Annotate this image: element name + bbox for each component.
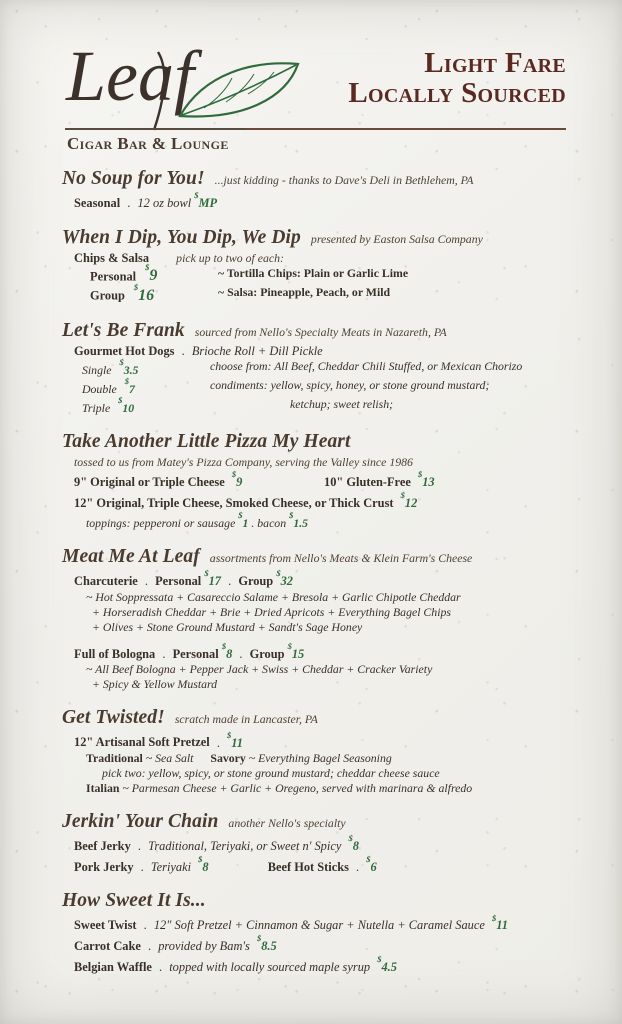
flavor-desc-3: ~ Parmesan Cheese + Garlic + Oregeno, served with marinara & alfredo bbox=[122, 781, 473, 796]
section-heading bbox=[62, 811, 564, 833]
section-title: No Soup for You! bbox=[62, 168, 205, 189]
section-jerky bbox=[62, 811, 564, 875]
item-desc: provided by Bam's bbox=[158, 939, 250, 954]
item-separator: . bbox=[144, 574, 148, 589]
group-note: pick up to two of each: bbox=[176, 250, 284, 265]
item-name: Beef Jerky bbox=[74, 839, 131, 854]
option-detail: ~ Salsa: Pineapple, Peach, or Mild bbox=[218, 285, 391, 300]
menu-item bbox=[74, 853, 564, 876]
section-pizza bbox=[62, 431, 564, 531]
menu-row bbox=[74, 397, 564, 416]
section-note: scratch made in Lancaster, PA bbox=[174, 712, 318, 727]
section-title: How Sweet It Is... bbox=[62, 890, 206, 912]
item-desc: 12" Original, Triple Cheese, Smoked Cheese, or Thick Crust bbox=[74, 496, 394, 511]
section-note: ...just kidding - thanks to Dave's Deli in Bethlehem, PA bbox=[214, 173, 474, 187]
section-heading bbox=[62, 227, 564, 249]
menu-item bbox=[74, 192, 564, 212]
option-price: $3.5 bbox=[119, 357, 139, 378]
toppings-line bbox=[86, 512, 564, 531]
item-desc: 12 oz bowl bbox=[137, 196, 192, 211]
section-title: Take Another Little Pizza My Heart bbox=[62, 431, 351, 453]
item-price: $8 bbox=[198, 853, 209, 874]
option-label-2: Group bbox=[249, 646, 285, 661]
section-note: another Nello's specialty bbox=[228, 816, 346, 831]
section-title: When I Dip, You Dip, We Dip bbox=[62, 226, 301, 248]
page-title-line2: Locally Sourced bbox=[348, 77, 566, 109]
item-detail: + Spicy & Yellow Mustard bbox=[92, 677, 218, 692]
option-price: $9 bbox=[145, 262, 158, 285]
option-price: $17 bbox=[204, 568, 221, 589]
section-heading bbox=[62, 168, 564, 190]
section-boards bbox=[62, 546, 564, 692]
group-label: Gourmet Hot Dogs bbox=[74, 343, 175, 358]
section-heading bbox=[62, 431, 564, 453]
logo-subtitle: Cigar Bar & Lounge bbox=[67, 134, 229, 153]
menu-item bbox=[74, 953, 564, 976]
item-price: $9 bbox=[231, 469, 243, 490]
title-block bbox=[266, 48, 566, 108]
item-desc: Teriyaki bbox=[150, 859, 192, 874]
menu-row bbox=[74, 281, 564, 304]
item-separator-2: . bbox=[239, 646, 243, 661]
menu-row bbox=[74, 359, 564, 378]
item-name: Sweet Twist bbox=[74, 918, 137, 933]
toppings-price-2: $1.5 bbox=[289, 510, 309, 531]
section-title: Let's Be Frank bbox=[62, 319, 185, 341]
section-title: Get Twisted! bbox=[62, 707, 165, 729]
item-price: $MP bbox=[194, 190, 218, 211]
item-price: $12 bbox=[400, 490, 418, 511]
item-separator-2: . bbox=[228, 574, 232, 589]
section-hot-dogs bbox=[62, 320, 564, 416]
item-name: 12" Artisanal Soft Pretzel bbox=[74, 735, 210, 750]
toppings-label: toppings: pepperoni or sausage bbox=[86, 516, 236, 531]
flavor-desc-1: ~ Sea Salt bbox=[145, 751, 194, 766]
group-note: Brioche Roll + Dill Pickle bbox=[191, 343, 323, 358]
item-separator: . bbox=[147, 939, 152, 954]
item-name: Belgian Waffle bbox=[74, 959, 152, 974]
option-label: Group bbox=[90, 288, 125, 303]
option-label: Double bbox=[82, 382, 117, 397]
option-label: Personal bbox=[155, 574, 202, 589]
item-name-alt: Beef Hot Sticks bbox=[267, 859, 349, 874]
section-dips bbox=[62, 227, 564, 305]
option-detail: condiments: yellow, spicy, honey, or stone ground mustard; bbox=[210, 378, 490, 393]
menu-row bbox=[74, 262, 564, 285]
option-price: $10 bbox=[118, 395, 135, 416]
pretzel-italian bbox=[86, 781, 564, 796]
section-note: sourced from Nello's Specialty Meats in Nazareth, PA bbox=[194, 324, 447, 339]
item-price: $8 bbox=[348, 833, 359, 854]
section-heading bbox=[62, 546, 564, 568]
item-name: Pork Jerky bbox=[74, 859, 134, 874]
section-note: assortments from Nello's Meats & Klein Farm's Cheese bbox=[209, 551, 473, 566]
section-title: Jerkin' Your Chain bbox=[62, 811, 219, 833]
option-price: $16 bbox=[133, 281, 155, 304]
menu-row bbox=[74, 378, 564, 397]
item-detail: ~ Hot Soppressata + Casareccio Salame + Bresola + Garlic Chipotle Cheddar bbox=[86, 589, 461, 604]
item-separator: . bbox=[137, 839, 141, 854]
item-name: Full of Bologna bbox=[74, 646, 156, 661]
option-detail: choose from: All Beef, Cheddar Chili Stuffed, or Mexican Chorizo bbox=[210, 359, 523, 374]
item-separator: . bbox=[140, 859, 144, 874]
pretzel-flavors bbox=[86, 751, 564, 766]
pretzel-pick-two: pick two: yellow, spicy, or stone ground mustard; cheddar cheese sauce bbox=[102, 766, 440, 781]
section-desserts bbox=[62, 890, 564, 975]
item-name: Carrot Cake bbox=[74, 939, 141, 954]
item-desc: topped with locally sourced maple syrup bbox=[169, 959, 371, 974]
title-underline bbox=[246, 128, 566, 130]
option-label-2: Group bbox=[238, 574, 274, 589]
option-price-2: $15 bbox=[287, 641, 305, 661]
menu-item bbox=[74, 570, 564, 590]
section-heading bbox=[62, 707, 564, 729]
item-desc: 9" Original or Triple Cheese bbox=[74, 475, 225, 490]
item-name: Charcuterie bbox=[74, 574, 138, 589]
item-price: $4.5 bbox=[377, 953, 397, 974]
group-separator: . bbox=[181, 343, 185, 358]
option-price: $8 bbox=[221, 641, 233, 661]
menu-item bbox=[74, 731, 564, 751]
item-detail: + Horseradish Cheddar + Brie + Dried Apricots + Everything Bagel Chips bbox=[92, 604, 451, 619]
option-detail: ketchup; sweet relish; bbox=[290, 397, 394, 412]
menu-row bbox=[74, 491, 564, 512]
item-separator: . bbox=[127, 196, 131, 211]
menu-item bbox=[74, 935, 564, 955]
flavor-desc-2: ~ Everything Bagel Seasoning bbox=[248, 751, 392, 766]
group-heading bbox=[74, 344, 564, 360]
item-desc: 12" Soft Pretzel + Cinnamon & Sugar + Nutella + Caramel Sauce bbox=[153, 918, 485, 933]
item-desc-alt: 10" Gluten-Free bbox=[324, 475, 411, 490]
item-price: $11 bbox=[491, 912, 508, 933]
item-desc: Traditional, Teriyaki, or Sweet n' Spicy bbox=[148, 839, 342, 854]
section-pretzels bbox=[62, 707, 564, 796]
option-label: Triple bbox=[82, 401, 111, 416]
item-price: $8.5 bbox=[256, 933, 277, 954]
item-separator: . bbox=[216, 735, 220, 750]
option-label: Personal bbox=[172, 646, 219, 661]
flavor-label-1: Traditional bbox=[86, 751, 143, 766]
option-price: $7 bbox=[124, 376, 135, 397]
option-label: Personal bbox=[90, 269, 137, 284]
section-subnote: tossed to us from Matey's Pizza Company, serving the Valley since 1986 bbox=[74, 455, 413, 470]
menu-item bbox=[74, 914, 564, 934]
menu-item bbox=[74, 835, 564, 855]
menu-item bbox=[74, 643, 564, 663]
menu-content bbox=[0, 168, 622, 990]
item-detail: ~ All Beef Bologna + Pepper Jack + Swiss + Cheddar + Cracker Variety bbox=[86, 662, 433, 677]
flavor-label-2: Savory bbox=[210, 751, 246, 766]
section-title: Meat Me At Leaf bbox=[62, 546, 200, 568]
item-separator: . bbox=[143, 918, 147, 933]
option-price-2: $32 bbox=[276, 568, 293, 589]
flavor-label-3: Italian bbox=[86, 781, 120, 796]
item-price: $11 bbox=[227, 729, 243, 750]
item-detail: + Olives + Stone Ground Mustard + Sandt's Sage Honey bbox=[92, 619, 363, 634]
section-heading bbox=[62, 890, 564, 912]
item-name: Seasonal bbox=[74, 196, 121, 211]
logo-word-text: Leaf bbox=[66, 36, 195, 116]
toppings-price-1: $1 bbox=[238, 510, 249, 531]
item-separator: . bbox=[162, 646, 166, 661]
section-note: presented by Easton Salsa Company bbox=[310, 231, 483, 246]
option-detail: ~ Tortilla Chips: Plain or Garlic Lime bbox=[218, 266, 409, 281]
section-soup bbox=[62, 168, 564, 212]
page-title-line1: Light Fare bbox=[424, 47, 566, 79]
item-separator-alt: . bbox=[356, 859, 360, 874]
option-label: Single bbox=[82, 363, 112, 378]
item-price-alt: $6 bbox=[366, 853, 377, 874]
menu-header bbox=[0, 0, 622, 172]
item-separator: . bbox=[159, 959, 163, 974]
item-price-alt: $13 bbox=[417, 469, 435, 490]
section-heading bbox=[62, 320, 564, 342]
menu-row bbox=[74, 470, 564, 491]
logo bbox=[62, 30, 292, 153]
toppings-mid: . bacon bbox=[251, 516, 287, 531]
group-label: Chips & Salsa bbox=[74, 250, 150, 265]
